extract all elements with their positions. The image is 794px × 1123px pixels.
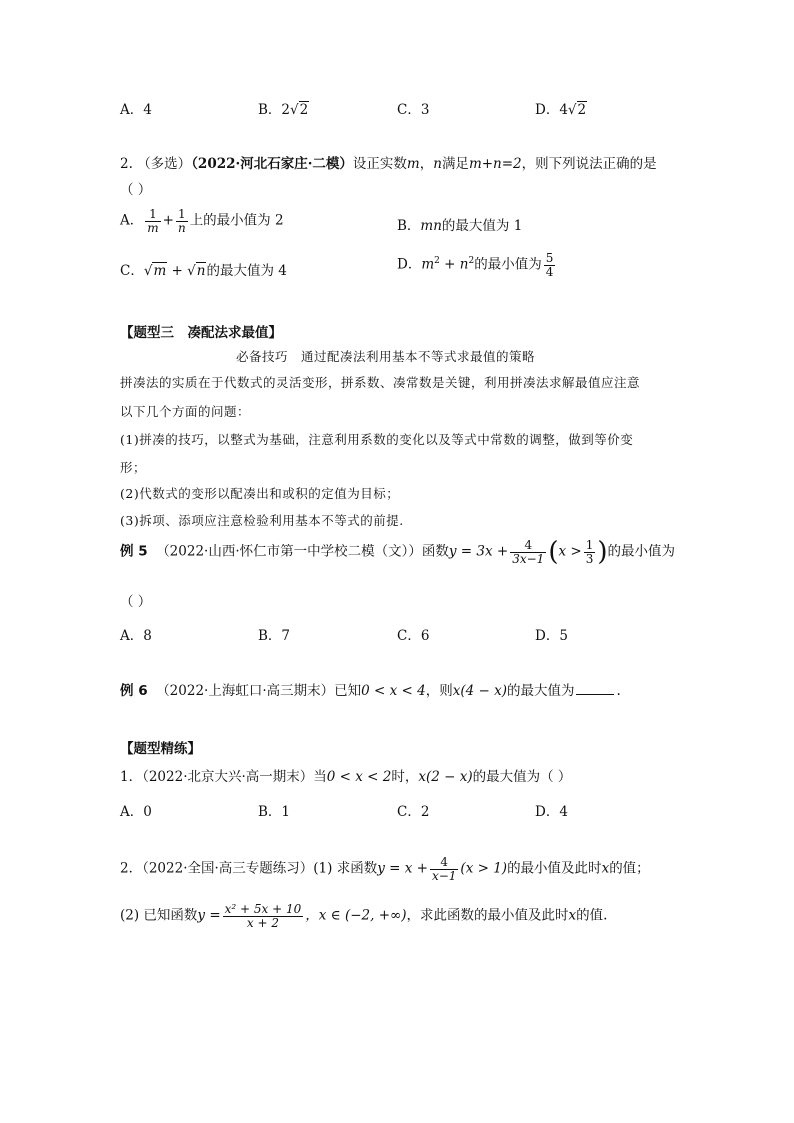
example-5-option-a: A．8: [120, 628, 152, 644]
section-paragraph-1: 拼凑法的实质在于代数式的灵活变形，拼系数、凑常数是关键，利用拼凑法求解最值应注意: [120, 375, 641, 390]
example-5-option-b: B．7: [258, 628, 291, 644]
q2-option-a: A． $\frac{1}{m}$ + $\frac{1}{n}$ 上的最小值为 2: [120, 207, 284, 235]
section-paragraph-4: 形；: [120, 460, 147, 475]
example-5-option-d: D．5: [535, 628, 568, 644]
q1-option-a: A．4: [120, 102, 152, 118]
practice-title: 【题型精练】: [120, 741, 201, 757]
q1-option-d: D．4√2: [535, 102, 587, 118]
example-5-stem: 例 5 （2022·山西·怀仁市第一中学校二模（文））函数y = 3x + $\frac{4}{3x-1}$ (x > $\frac{1}{3}$ )的最小值为: [120, 537, 675, 568]
practice-q1-option-d: D．4: [535, 804, 568, 820]
example-5-paren: （ ）: [120, 594, 152, 610]
practice-q1-option-a: A．0: [120, 804, 152, 820]
section-paragraph-2: 以下几个方面的问题：: [120, 404, 251, 419]
section-paragraph-5: (2)代数式的变形以配凑出和或积的定值为目标；: [120, 486, 400, 501]
q1-option-c: C．3: [397, 102, 430, 118]
example-5-option-c: C．6: [397, 628, 430, 644]
practice-q1-option-b: B．1: [258, 804, 291, 820]
section-title: 【题型三 凑配法求最值】: [120, 325, 282, 341]
q2-paren: （ ）: [120, 182, 152, 198]
section-paragraph-3: (1)拼凑的技巧，以整式为基础，注意利用系数的变化以及等式中常数的调整，做到等价变: [120, 432, 634, 447]
section-subtitle: 必备技巧 通过配凑法利用基本不等式求最值的策略: [236, 349, 536, 364]
practice-q2-part1: 2．（2022·全国·高三专题练习）(1) 求函数y = x + $\frac{4}{x-1}$ (x > 1)的最小值及此时x的值；: [120, 855, 650, 883]
q1-option-b: B．2√2: [258, 102, 309, 118]
example-6-stem: 例 6 （2022·上海虹口·高三期末）已知0 < x < 4，则x(4 − x)的最大值为 .: [120, 683, 621, 699]
q2-option-b: B．mn的最大值为 1: [397, 218, 523, 234]
practice-q2-part2: (2) 已知函数y = $\frac{\text{x² + 5x + 10}}{x + 2}$ ，x ∈ (−2, +∞)，求此函数的最小值及此时x的值.: [120, 902, 608, 930]
practice-q1-option-c: C．2: [397, 804, 430, 820]
q2-stem: 2. （多选）（2022·河北石家庄·二模）设正实数m，n满足m+n=2，则下列说法正确的是: [120, 156, 657, 172]
section-paragraph-6: (3)拆项、添项应注意检验利用基本不等式的前提.: [120, 513, 404, 528]
q2-option-d: D．$m^2 + n^2$的最小值为 $\frac{5}{4}$: [397, 251, 554, 279]
q2-option-c: C．√m + √n的最大值为 4: [120, 263, 287, 279]
practice-q1-stem: 1．（2022·北京大兴·高一期末）当0 < x < 2时，x(2 − x)的最大值为（ ）: [120, 769, 572, 785]
answer-blank[interactable]: [576, 694, 614, 695]
